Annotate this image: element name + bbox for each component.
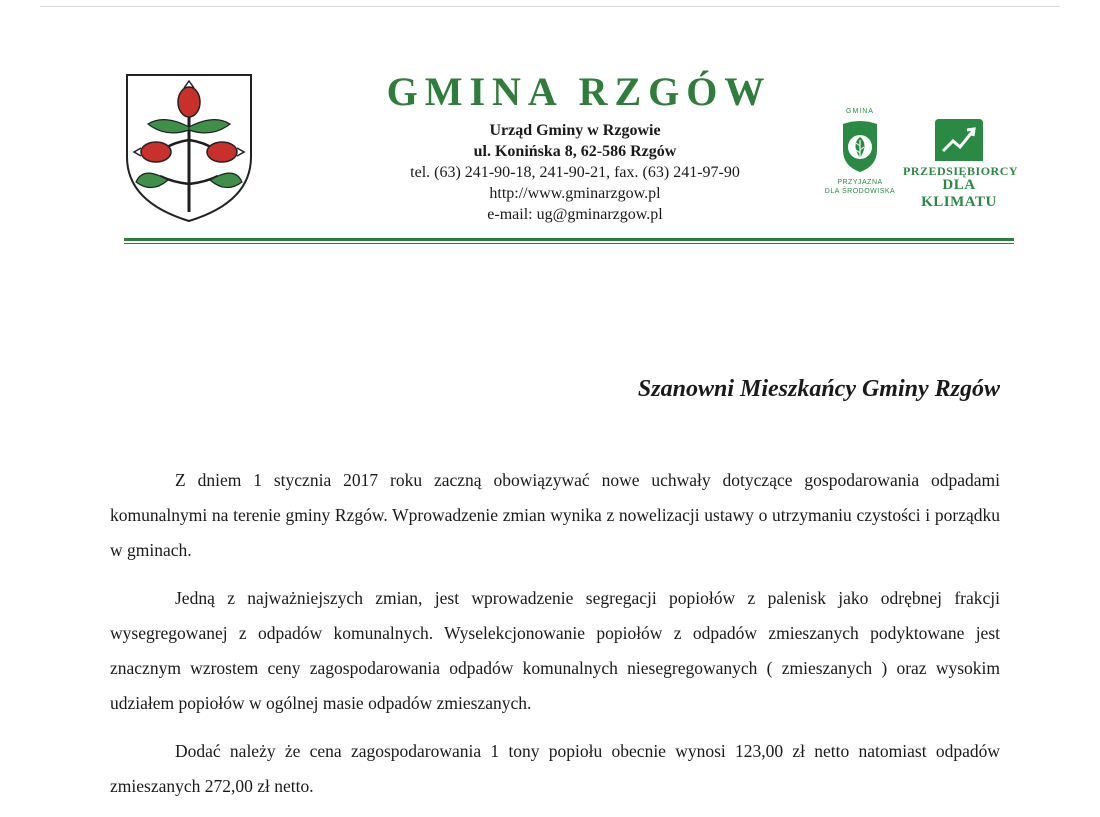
growth-arrow-icon	[933, 117, 985, 163]
website-link[interactable]: http://www.gminarzgow.pl	[489, 185, 661, 202]
phone-fax: tel. (63) 241-90-18, 241-90-21, fax. (63) 241-97-90	[410, 164, 740, 181]
eco-friendly-badge	[815, 108, 905, 202]
letter-body	[110, 463, 1000, 817]
eco-badge-bottom-line2: DLA ŚRODOWISKA	[824, 188, 896, 195]
office-address: ul. Konińska 8, 62-586 Rzgów	[473, 143, 677, 160]
scan-edge-line	[40, 6, 1060, 7]
salutation: Szanowni Mieszkańcy Gminy Rzgów	[637, 376, 1000, 402]
letterhead	[300, 70, 850, 225]
climate-badge	[903, 117, 1019, 210]
email-link[interactable]: e-mail: ug@gminarzgow.pl	[487, 206, 663, 223]
paragraph: Z dniem 1 stycznia 2017 roku zaczną obowiązywać nowe uchwały dotyczące gospodarowania odpadami komunalnymi na terenie gminy Rzgów. Wprowadzenie zmian wynika z nowelizacji ustawy o utrzymaniu czystości i porządku w gminach.	[110, 470, 1000, 560]
leaf-shield-icon	[839, 120, 881, 174]
office-name: Urząd Gminy w Rzgowie	[489, 122, 661, 139]
eco-badge-bottom-text	[815, 178, 905, 196]
paragraph: Dodać należy że cena zagospodarowania 1 tony popiołu obecnie wynosi 123,00 zł netto natomiast odpadów zmieszanych 272,00 zł netto.	[110, 741, 1000, 796]
municipality-title: GMINA RZGÓW	[386, 69, 772, 114]
eco-badge-top-text: GMINA	[846, 108, 874, 115]
coat-of-arms-emblem	[124, 72, 254, 224]
paragraph: Jedną z najważniejszych zmian, jest wprowadzenie segregacji popiołów z palenisk jako odrębnej frakcji wysegregowanej z odpadów komunalnych. Wyselekcjonowanie popiołów z odpadów zmieszanych podyktowane jest znacznym wzrostem ceny zagospodarowania odpadów komunalnych niesegregowanych ( zmieszanych ) oraz wysokim udziałem popiołów w ogólnej masie odpadów zmieszanych.	[110, 588, 1000, 713]
header-divider	[124, 238, 1014, 241]
climate-badge-line1: PRZEDSIĘBIORCY	[903, 164, 1019, 178]
climate-badge-line2: DLA KLIMATU	[921, 177, 997, 210]
header-divider-thin	[124, 243, 1014, 244]
eco-badge-bottom-line1: PRZYJAZNA	[837, 179, 883, 186]
